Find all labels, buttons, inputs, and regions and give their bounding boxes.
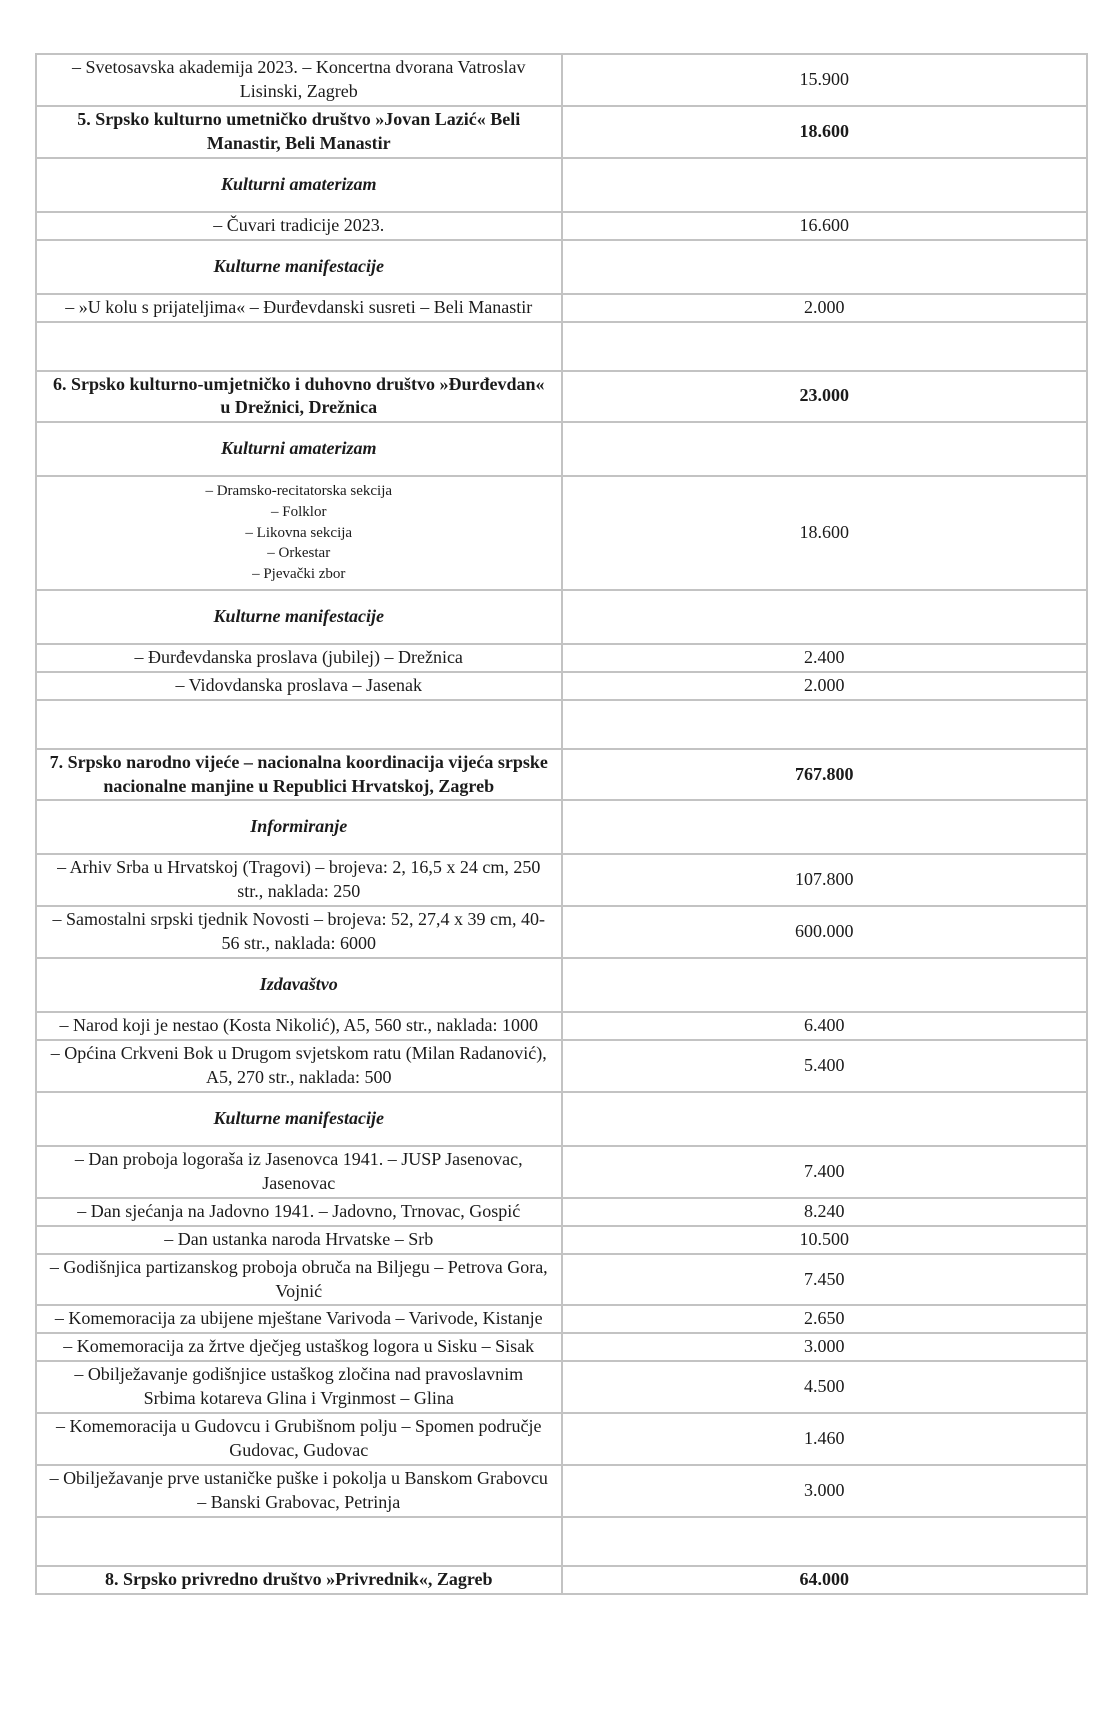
description-cell: – Vidovdanska proslava – Jasenak: [36, 672, 562, 700]
description-cell: Informiranje: [36, 800, 562, 854]
amount-cell: 4.500: [562, 1361, 1088, 1413]
amount-cell: [562, 1517, 1088, 1566]
amount-cell: 23.000: [562, 371, 1088, 423]
description-cell: 6. Srpsko kulturno-umjetničko i duhovno društvo »Đurđevdan« u Drežnici, Drežnica: [36, 371, 562, 423]
funding-table: [35, 53, 1088, 1595]
table-row: [36, 212, 1087, 240]
amount-cell: 1.460: [562, 1413, 1088, 1465]
amount-cell: 2.650: [562, 1305, 1088, 1333]
amount-cell: [562, 422, 1088, 476]
amount-cell: [562, 590, 1088, 644]
description-cell: – Arhiv Srba u Hrvatskoj (Tragovi) – brojeva: 2, 16,5 x 24 cm, 250 str., naklada: 250: [36, 854, 562, 906]
description-cell: – Komemoracija u Gudovcu i Grubišnom polju – Spomen područje Gudovac, Gudovac: [36, 1413, 562, 1465]
description-cell: – Godišnjica partizanskog proboja obruča na Biljegu – Petrova Gora, Vojnić: [36, 1254, 562, 1306]
table-row: [36, 1465, 1087, 1517]
description-cell: – Obilježavanje godišnjice ustaškog zločina nad pravoslavnim Srbima kotareva Glina i Vrginmost – Glina: [36, 1361, 562, 1413]
description-cell: Kulturne manifestacije: [36, 1092, 562, 1146]
amount-cell: 64.000: [562, 1566, 1088, 1594]
amount-cell: 18.600: [562, 106, 1088, 158]
description-cell: – Komemoracija za ubijene mještane Varivoda – Varivode, Kistanje: [36, 1305, 562, 1333]
description-cell: Kulturni amaterizam: [36, 422, 562, 476]
table-row: [36, 1146, 1087, 1198]
table-row: [36, 54, 1087, 106]
table-row: [36, 106, 1087, 158]
table-row: [36, 422, 1087, 476]
description-cell: 8. Srpsko privredno društvo »Privrednik«, Zagreb: [36, 1566, 562, 1594]
description-cell: Kulturne manifestacije: [36, 590, 562, 644]
amount-cell: 2.000: [562, 672, 1088, 700]
table-row: [36, 590, 1087, 644]
table-row: [36, 854, 1087, 906]
description-cell: – Komemoracija za žrtve dječjeg ustaškog logora u Sisku – Sisak: [36, 1333, 562, 1361]
description-cell: – Đurđevdanska proslava (jubilej) – Drežnica: [36, 644, 562, 672]
amount-cell: [562, 958, 1088, 1012]
list-line: – Pjevački zbor: [252, 566, 346, 583]
table-row: [36, 1517, 1087, 1566]
description-cell: – »U kolu s prijateljima« – Đurđevdanski susreti – Beli Manastir: [36, 294, 562, 322]
description-cell: – Dan sjećanja na Jadovno 1941. – Jadovno, Trnovac, Gospić: [36, 1198, 562, 1226]
table-row: [36, 1566, 1087, 1594]
description-cell: Izdavaštvo: [36, 958, 562, 1012]
description-cell: Kulturni amaterizam: [36, 158, 562, 212]
table-row: [36, 644, 1087, 672]
table-row: [36, 294, 1087, 322]
table-row: [36, 958, 1087, 1012]
description-cell: [36, 476, 562, 589]
table-row: [36, 800, 1087, 854]
description-cell: – Dan proboja logoraša iz Jasenovca 1941. – JUSP Jasenovac, Jasenovac: [36, 1146, 562, 1198]
amount-cell: 3.000: [562, 1465, 1088, 1517]
amount-cell: 767.800: [562, 749, 1088, 801]
description-cell: – Svetosavska akademija 2023. – Koncertna dvorana Vatroslav Lisinski, Zagreb: [36, 54, 562, 106]
amount-cell: 2.400: [562, 644, 1088, 672]
amount-cell: 5.400: [562, 1040, 1088, 1092]
list-line: – Dramsko-recitatorska sekcija: [205, 483, 393, 500]
table-row: [36, 1413, 1087, 1465]
table-row: [36, 906, 1087, 958]
amount-cell: 6.400: [562, 1012, 1088, 1040]
table-row: [36, 476, 1087, 589]
description-cell: Kulturne manifestacije: [36, 240, 562, 294]
table-row: [36, 749, 1087, 801]
amount-cell: 16.600: [562, 212, 1088, 240]
table-row: [36, 158, 1087, 212]
table-row: [36, 1012, 1087, 1040]
amount-cell: [562, 240, 1088, 294]
amount-cell: 107.800: [562, 854, 1088, 906]
description-cell: [36, 1517, 562, 1566]
description-cell: [36, 322, 562, 371]
amount-cell: 7.450: [562, 1254, 1088, 1306]
amount-cell: [562, 158, 1088, 212]
table-row: [36, 1305, 1087, 1333]
list-line: – Likovna sekcija: [245, 524, 353, 541]
amount-cell: 10.500: [562, 1226, 1088, 1254]
table-row: [36, 1226, 1087, 1254]
list-line: – Orkestar: [267, 545, 331, 562]
table-row: [36, 1092, 1087, 1146]
amount-cell: 18.600: [562, 476, 1088, 589]
table-row: [36, 1361, 1087, 1413]
amount-cell: [562, 800, 1088, 854]
table-row: [36, 1040, 1087, 1092]
table-row: [36, 1254, 1087, 1306]
amount-cell: 7.400: [562, 1146, 1088, 1198]
table-row: [36, 700, 1087, 749]
amount-cell: 600.000: [562, 906, 1088, 958]
table-row: [36, 1333, 1087, 1361]
description-cell: – Samostalni srpski tjednik Novosti – brojeva: 52, 27,4 x 39 cm, 40-56 str., naklada: 6000: [36, 906, 562, 958]
list-line: – Folklor: [271, 504, 327, 520]
amount-cell: 8.240: [562, 1198, 1088, 1226]
description-cell: 7. Srpsko narodno vijeće – nacionalna koordinacija vijeća srpske nacionalne manjine u Republici Hrvatskoj, Zagreb: [36, 749, 562, 801]
amount-cell: [562, 322, 1088, 371]
funding-table-body: [36, 54, 1087, 1594]
table-row: [36, 1198, 1087, 1226]
description-cell: – Narod koji je nestao (Kosta Nikolić), A5, 560 str., naklada: 1000: [36, 1012, 562, 1040]
amount-cell: [562, 1092, 1088, 1146]
description-cell: – Čuvari tradicije 2023.: [36, 212, 562, 240]
description-cell: – Općina Crkveni Bok u Drugom svjetskom ratu (Milan Radanović), A5, 270 str., naklada: 500: [36, 1040, 562, 1092]
description-cell: 5. Srpsko kulturno umetničko društvo »Jovan Lazić« Beli Manastir, Beli Manastir: [36, 106, 562, 158]
amount-cell: [562, 700, 1088, 749]
description-cell: – Obilježavanje prve ustaničke puške i pokolja u Banskom Grabovcu – Banski Grabovac, Petrinja: [36, 1465, 562, 1517]
description-cell: [36, 700, 562, 749]
amount-cell: 15.900: [562, 54, 1088, 106]
table-row: [36, 240, 1087, 294]
table-row: [36, 672, 1087, 700]
table-row: [36, 322, 1087, 371]
table-row: [36, 371, 1087, 423]
amount-cell: 3.000: [562, 1333, 1088, 1361]
description-cell: – Dan ustanka naroda Hrvatske – Srb: [36, 1226, 562, 1254]
amount-cell: 2.000: [562, 294, 1088, 322]
